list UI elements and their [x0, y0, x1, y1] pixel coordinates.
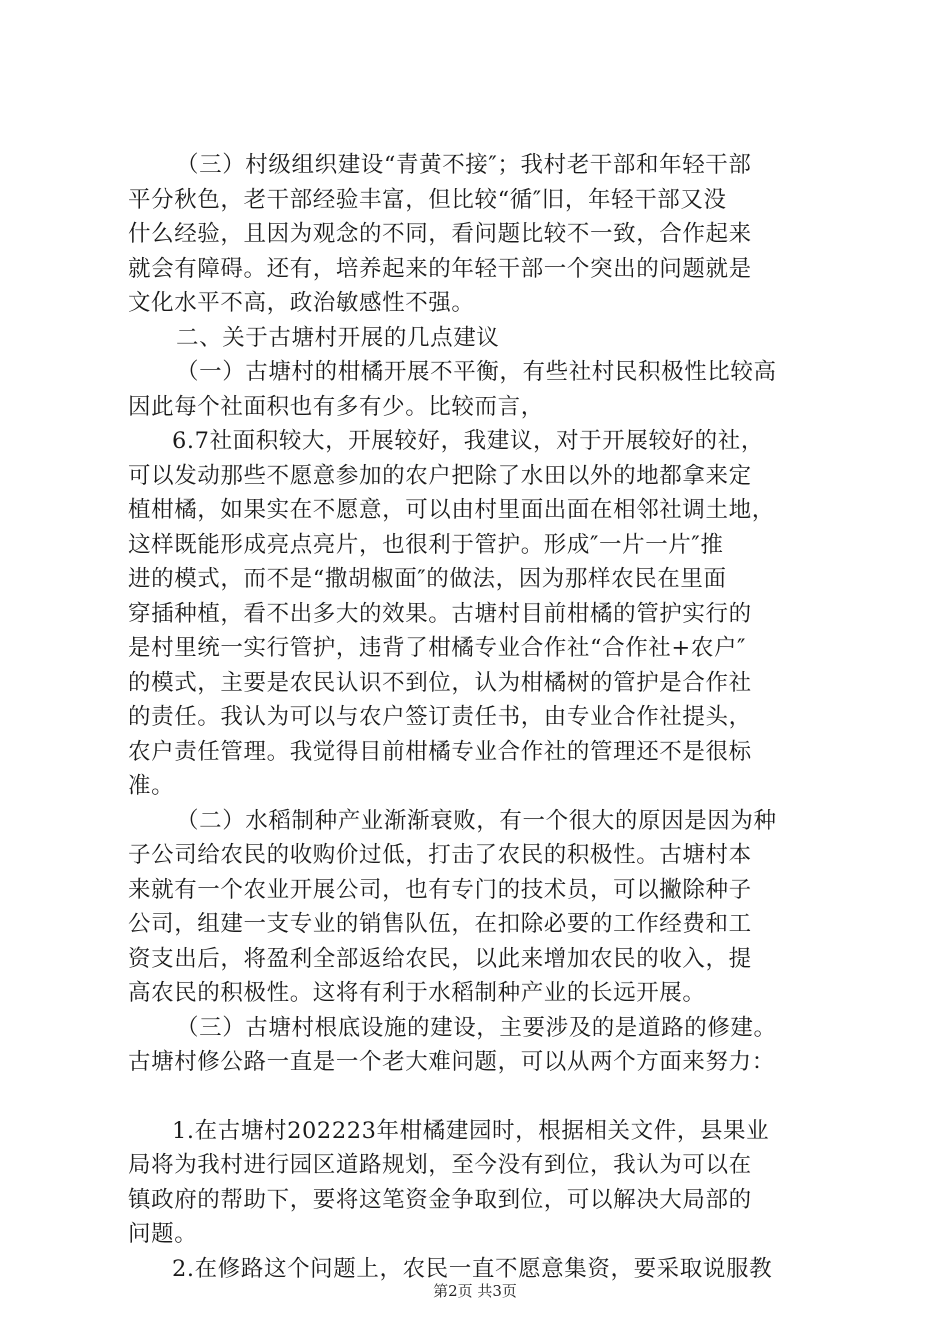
text-line: 来就有一个农业开展公司，也有专门的技术员，可以撇除种子 [128, 876, 752, 903]
text-line: （三）村级组织建设“青黄不接″；我村老干部和年轻干部 [176, 152, 752, 178]
text-line: 准。 [128, 773, 175, 799]
text-line: 的模式，主要是农民认识不到位，认为柑橘树的管护是合作社 [128, 669, 752, 696]
text-line: 就会有障碍。还有，培养起来的年轻干部一个突出的问题就是 [128, 255, 752, 282]
section-heading: 二、关于古塘村开展的几点建议 [176, 324, 500, 351]
text-line: 子公司给农民的收购价过低，打击了农民的积极性。古塘村本 [128, 842, 752, 868]
text-line: 植柑橘，如果实在不愿意，可以由村里面出面在相邻社调土地， [128, 497, 775, 523]
text-line: 1.在古塘村202223年柑橘建园时，根据相关文件，县果业 [172, 1117, 770, 1144]
text-line: 6.7社面积较大，开展较好，我建议，对于开展较好的社， [172, 428, 764, 454]
text-line: 公司，组建一支专业的销售队伍，在扣除必要的工作经费和工 [128, 911, 752, 937]
paragraph-gap [128, 1080, 838, 1114]
text-line: 穿插种植，看不出多大的效果。古塘村目前柑橘的管护实行的 [128, 600, 752, 627]
text-line: （一）古塘村的柑橘开展不平衡，有些社村民积极性比较高 [176, 359, 777, 385]
page-number: 第2页 共3页 [433, 1282, 517, 1300]
text-line: 2.在修路这个问题上，农民一直不愿意集资，要采取说服教 [172, 1255, 773, 1282]
text-line: （二）水稻制种产业渐渐衰败，有一个很大的原因是因为种 [176, 807, 777, 834]
text-line: 问题。 [128, 1221, 198, 1247]
text-line: 什么经验，且因为观念的不同，看问题比较不一致，合作起来 [128, 221, 752, 247]
text-line: （三）古塘村根底设施的建设，主要涉及的是道路的修建。 [176, 1014, 777, 1041]
text-line: 可以发动那些不愿意参加的农户把除了水田以外的地都拿来定 [128, 462, 752, 489]
text-line: 因此每个社面积也有多有少。比较而言， [128, 393, 544, 420]
text-line: 镇政府的帮助下，要将这笔资金争取到位，可以解决大局部的 [128, 1186, 752, 1213]
text-line: 古塘村修公路一直是一个老大难问题，可以从两个方面来努力： [128, 1049, 775, 1075]
text-line: 的责任。我认为可以与农户签订责任书，由专业合作社提头， [128, 704, 752, 730]
text-line: 这样既能形成亮点亮片，也很利于管护。形成″一片一片″推 [128, 531, 724, 558]
text-line: 资支出后，将盈利全部返给农民，以此来增加农民的收入，提 [128, 945, 752, 972]
text-line: 局将为我村进行园区道路规划，至今没有到位，我认为可以在 [128, 1152, 752, 1178]
text-line: 高农民的积极性。这将有利于水稻制种产业的长远开展。 [128, 980, 706, 1006]
document-body [128, 148, 838, 1286]
text-line: 平分秋色，老干部经验丰富，但比较“循″旧，年轻干部又没 [128, 186, 727, 213]
text-line: 文化水平不高，政治敏感性不强。 [128, 290, 475, 316]
text-line: 进的模式，而不是“撒胡椒面″的做法，因为那样农民在里面 [128, 566, 727, 592]
text-line: 是村里统一实行管护，违背了柑橘专业合作社“合作社+农户″ [128, 635, 747, 661]
text-line: 农户责任管理。我觉得目前柑橘专业合作社的管理还不是很标 [128, 738, 752, 765]
